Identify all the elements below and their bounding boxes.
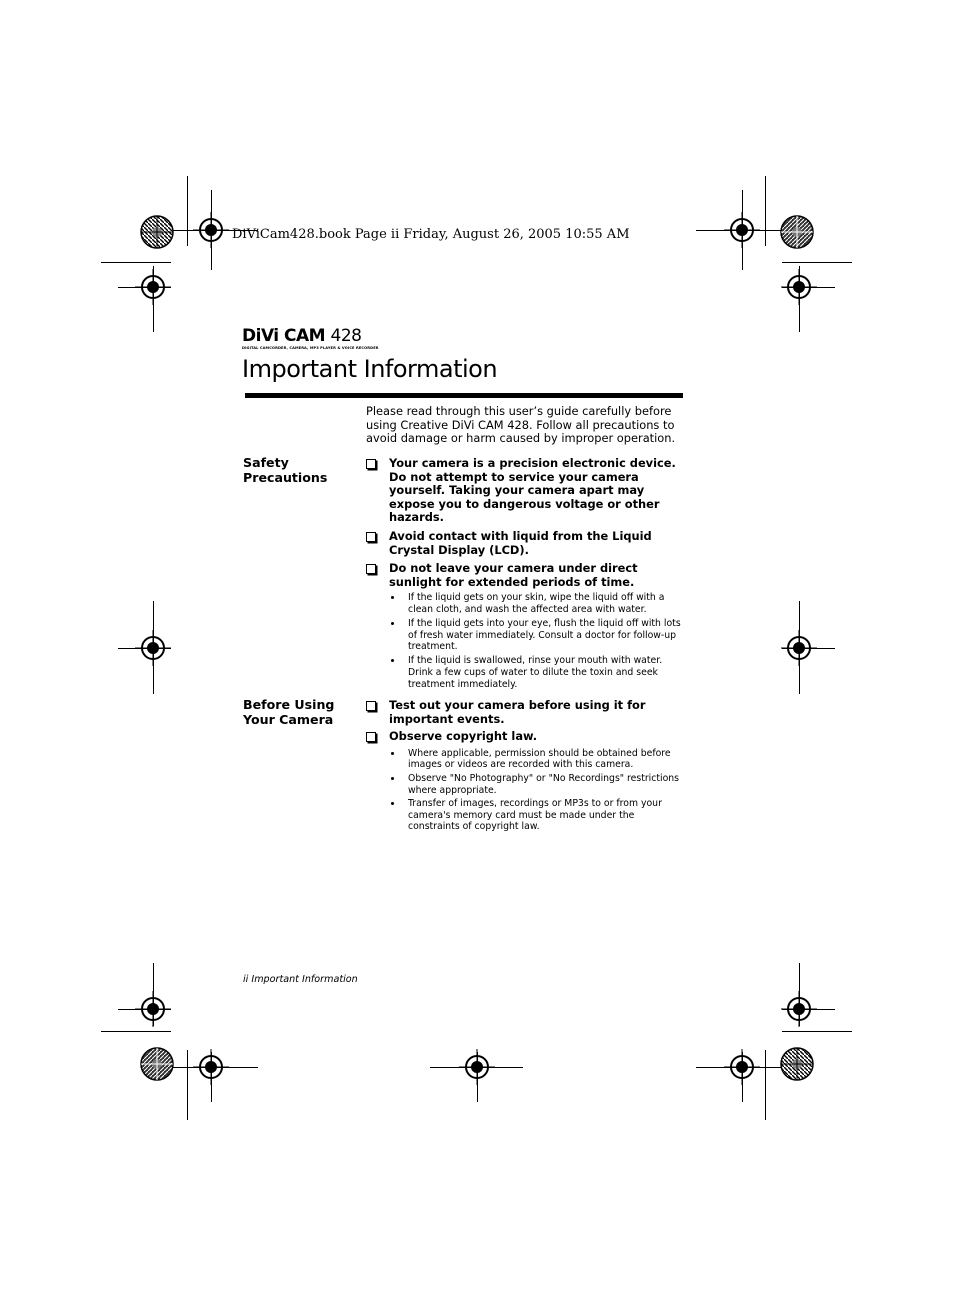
before-using-items [366, 699, 686, 833]
registration-mark-icon [135, 630, 171, 666]
registration-mark-icon [193, 1049, 229, 1085]
item-text: Observe copyright law. [389, 729, 538, 744]
print-header-line: DiViCam428.book Page ii Friday, August 26, 2005 10:55 AM [232, 227, 630, 242]
registration-mark-icon [724, 212, 760, 248]
item-text: Your camera is a precision electronic device. Do not attempt to service your camera yourself. Taking your camera apart may expose you to dangerous voltage or other hazards. [389, 456, 676, 525]
checkbox-bullet-icon [366, 701, 376, 711]
bullet-dot-icon [391, 596, 394, 599]
radial-target-icon [140, 215, 174, 249]
logo-brand: DiVi CAM [242, 326, 326, 346]
sub-list-item [366, 798, 686, 833]
list-item [366, 562, 686, 589]
radial-target-icon [140, 1047, 174, 1081]
bullet-dot-icon [391, 752, 394, 755]
sub-list-item [366, 748, 686, 771]
radial-target-icon [780, 215, 814, 249]
checkbox-bullet-icon [366, 564, 376, 574]
list-item [366, 699, 686, 726]
sub-list-item [366, 773, 686, 796]
logo-wordmark [242, 327, 361, 345]
checkbox-bullet-icon [366, 532, 376, 542]
sub-list-item [366, 618, 686, 653]
bullet-dot-icon [391, 659, 394, 662]
section-label-before-using-your-camera: Before Using Your Camera [243, 697, 335, 727]
registration-mark-icon [135, 269, 171, 305]
registration-mark-icon [135, 991, 171, 1027]
sub-item-text: If the liquid gets on your skin, wipe the liquid off with a clean cloth, and wash the affected area with water. [408, 592, 665, 615]
sub-item-text: Where applicable, permission should be obtained before images or videos are recorded with this camera. [408, 747, 671, 771]
logo-tagline: DIGITAL CAMCORDER, CAMERA, MP3 PLAYER & VOICE RECORDER [242, 346, 379, 350]
intro-paragraph: Please read through this user’s guide carefully before using Creative DiVi CAM 428. Follow all precautions to avoid damage or harm caused by improper operation. [366, 404, 676, 446]
checkbox-bullet-icon [366, 732, 376, 742]
logo-model: 428 [330, 326, 362, 346]
list-item [366, 530, 686, 557]
sub-list [366, 748, 686, 833]
divi-cam-logo [242, 326, 379, 353]
title-rule [245, 393, 683, 398]
sub-item-text: Observe "No Photography" or "No Recordings" restrictions where appropriate. [408, 772, 680, 796]
item-text: Do not leave your camera under direct sunlight for extended periods of time. [389, 561, 638, 589]
sub-list [366, 592, 686, 690]
list-item [366, 730, 686, 744]
sub-item-text: If the liquid gets into your eye, flush the liquid off with lots of fresh water immediately. Consult a doctor for follow-up treatment. [408, 618, 681, 653]
registration-mark-icon [781, 269, 817, 305]
registration-mark-icon [781, 630, 817, 666]
safety-precautions-items [366, 457, 686, 690]
section-label-safety-precautions: Safety Precautions [243, 455, 328, 485]
item-text: Avoid contact with liquid from the Liquid Crystal Display (LCD). [389, 528, 652, 557]
sub-list-item [366, 655, 686, 690]
page-footer: ii Important Information [243, 974, 358, 985]
bullet-dot-icon [391, 802, 394, 805]
page-title: Important Information [242, 355, 498, 383]
sub-list-item [366, 592, 686, 615]
registration-mark-icon [724, 1049, 760, 1085]
item-text: Test out your camera before using it for important events. [389, 698, 646, 726]
bullet-dot-icon [391, 777, 394, 780]
sub-item-text: Transfer of images, recordings or MP3s to or from your camera's memory card must be made under the constraints of copyright law. [408, 798, 662, 833]
checkbox-bullet-icon [366, 459, 376, 469]
radial-target-icon [780, 1047, 814, 1081]
registration-mark-icon [781, 991, 817, 1027]
registration-mark-icon [193, 212, 229, 248]
sub-item-text: If the liquid is swallowed, rinse your mouth with water. Drink a few cups of water to dilute the toxin and seek treatment immediately. [408, 655, 663, 690]
list-item [366, 457, 686, 525]
registration-mark-icon [459, 1049, 495, 1085]
bullet-dot-icon [391, 622, 394, 625]
